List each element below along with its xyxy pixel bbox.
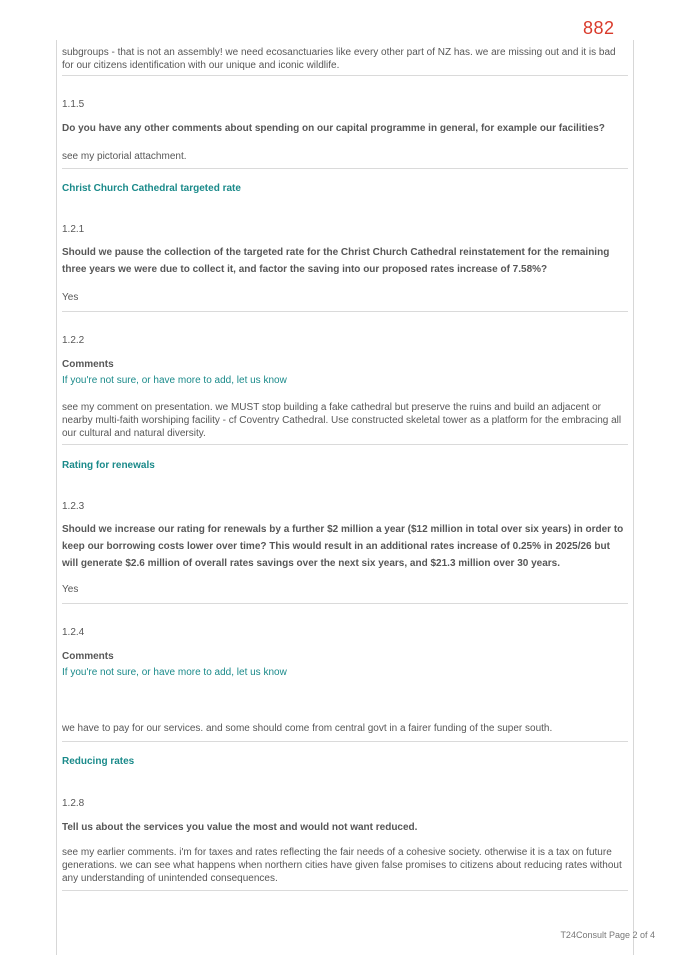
comments-label-1-2-2: Comments: [62, 359, 114, 370]
divider: [62, 603, 628, 604]
page-number: 882: [583, 18, 615, 38]
divider: [62, 741, 628, 742]
divider: [62, 75, 628, 76]
comments-hint-1-2-4: If you're not sure, or have more to add, let us know: [62, 667, 287, 678]
question-number-1-2-2: 1.2.2: [62, 335, 85, 346]
divider: [62, 890, 628, 891]
response-frame: [56, 40, 634, 955]
question-number-1-2-3: 1.2.3: [62, 501, 85, 512]
answer-1-2-8: see my earlier comments. i'm for taxes and rates reflecting the fair needs of a cohesive society. otherwise it is a tax on future generations. we can see what happens when northern cities have given false promises to citizens about reducing rates without any understanding of unintended consequences.: [62, 847, 622, 884]
answer-1-2-4: we have to pay for our services. and some should come from central govt in a fairer funding of the super south.: [62, 723, 553, 734]
comments-hint-1-2-2: If you're not sure, or have more to add, let us know: [62, 375, 287, 386]
question-number-1-2-8: 1.2.8: [62, 798, 85, 809]
section-title-renewals: Rating for renewals: [62, 460, 155, 471]
question-number-1-1-5: 1.1.5: [62, 99, 85, 110]
question-1-2-1: Should we pause the collection of the targeted rate for the Christ Church Cathedral reinstatement for the remaining three years we were due to collect it, and factor the saving into our proposed rates increase of 7.58%?: [62, 247, 610, 275]
question-1-2-8: Tell us about the services you value the most and would not want reduced.: [62, 822, 418, 833]
answer-1-2-2: see my comment on presentation. we MUST stop building a fake cathedral but preserve the ruins and build an adjacent or nearby multi-faith worshiping facility - cf Coventry Cathedral. Use constructed skeletal tower as a platform for the embracing all our cultural and natural diversity.: [62, 402, 622, 439]
section-title-cathedral: Christ Church Cathedral targeted rate: [62, 183, 241, 194]
question-number-1-2-1: 1.2.1: [62, 224, 85, 235]
intro-answer: subgroups - that is not an assembly! we need ecosanctuaries like every other part of NZ has. we are missing out and it is bad for our citizens identification with our unique and iconic wildlife.: [62, 47, 616, 71]
comments-label-1-2-4: Comments: [62, 651, 114, 662]
section-title-reducing-rates: Reducing rates: [62, 756, 135, 767]
question-number-1-2-4: 1.2.4: [62, 627, 85, 638]
answer-1-1-5: see my pictorial attachment.: [62, 151, 187, 162]
divider: [62, 168, 628, 169]
divider: [62, 311, 628, 312]
answer-1-2-3: Yes: [62, 584, 79, 595]
divider: [62, 444, 628, 445]
question-1-1-5: Do you have any other comments about spending on our capital programme in general, for example our facilities?: [62, 123, 605, 134]
answer-1-2-1: Yes: [62, 292, 79, 303]
question-1-2-3: Should we increase our rating for renewals by a further $2 million a year ($12 million in total over six years) in order to keep our borrowing costs lower over time? This would result in an additional rates increase of 0.25% in 2025/26 but will generate $2.6 million of overall rates savings over the next six years, and $21.3 million over 30 years.: [62, 524, 624, 569]
footer-page-info: T24Consult Page 2 of 4: [560, 930, 655, 940]
